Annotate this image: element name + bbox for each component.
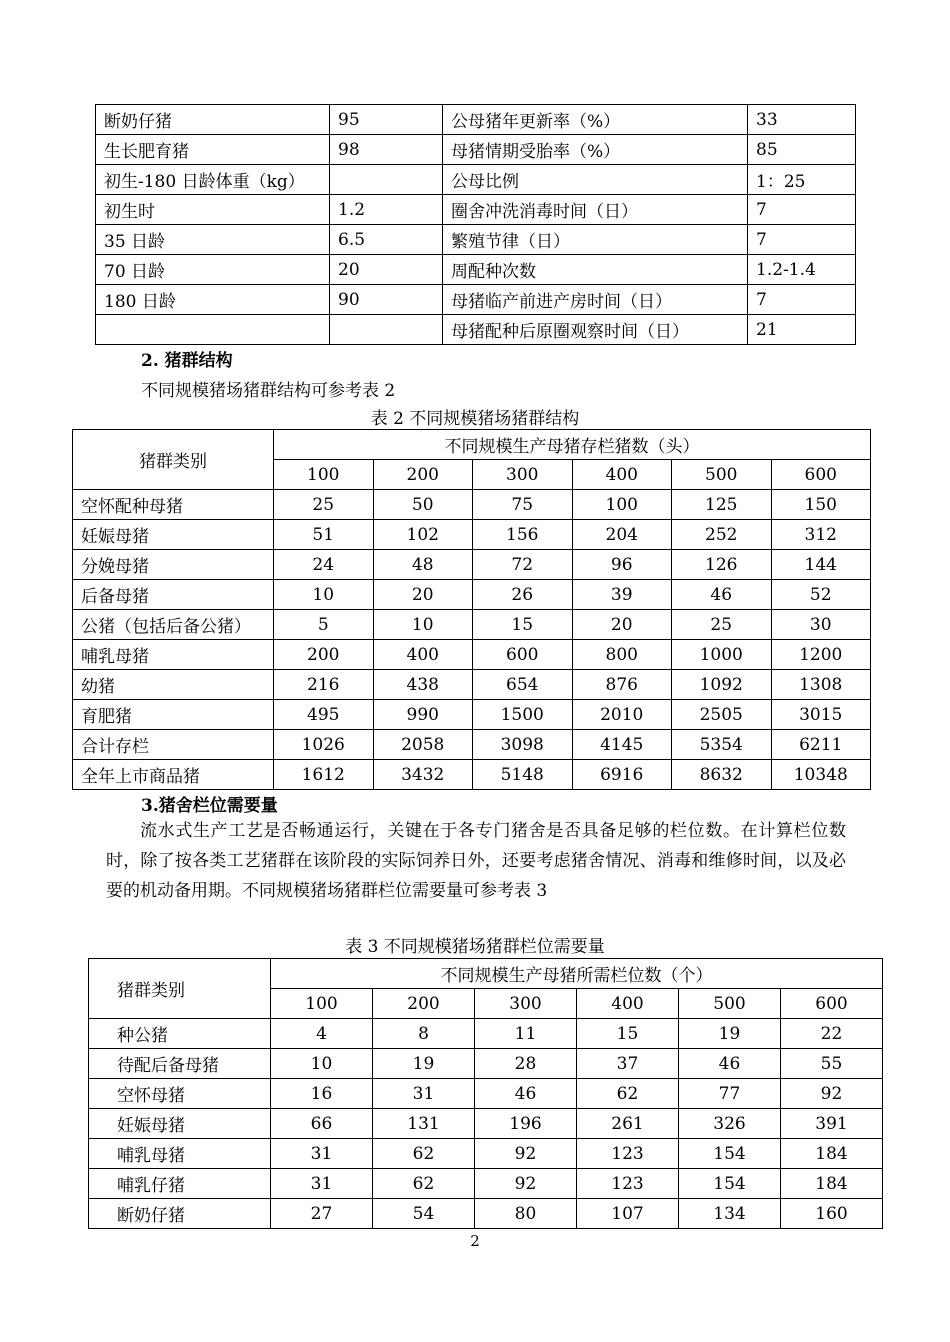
table-cell: 1：25 [748, 165, 856, 195]
column-header: 100 [274, 460, 374, 490]
table-cell: 19 [679, 1019, 781, 1049]
row-label: 公猪（包括后备公猪） [73, 610, 274, 640]
table-cell: 1308 [771, 670, 871, 700]
table-cell: 24 [274, 550, 374, 580]
row-label: 哺乳母猪 [89, 1139, 271, 1169]
table-cell: 20 [330, 255, 443, 285]
table-cell: 46 [679, 1049, 781, 1079]
column-header: 300 [475, 989, 577, 1019]
table-cell: 46 [672, 580, 772, 610]
table-cell: 77 [679, 1079, 781, 1109]
row-label: 哺乳母猪 [73, 640, 274, 670]
table-cell: 公母猪年更新率（%） [443, 105, 748, 135]
table-cell: 90 [330, 285, 443, 315]
table-cell: 10 [274, 580, 374, 610]
table-cell: 37 [577, 1049, 679, 1079]
table-cell: 3015 [771, 700, 871, 730]
row-label: 空怀母猪 [89, 1079, 271, 1109]
herd-structure-table [72, 429, 871, 790]
row-label: 种公猪 [89, 1019, 271, 1049]
pen-requirement-table [88, 958, 883, 1229]
table-cell: 252 [672, 520, 772, 550]
table-caption: 表 3 不同规模猪场猪群栏位需要量 [345, 937, 605, 957]
column-header: 400 [572, 460, 672, 490]
table-cell: 96 [572, 550, 672, 580]
table-cell: 初生时 [96, 195, 330, 225]
table-cell [330, 165, 443, 195]
table-cell: 8 [373, 1019, 475, 1049]
table-cell: 16 [271, 1079, 373, 1109]
table-cell: 54 [373, 1199, 475, 1229]
row-label: 哺乳仔猪 [89, 1169, 271, 1199]
table-cell: 150 [771, 490, 871, 520]
column-header: 100 [271, 989, 373, 1019]
row-label: 待配后备母猪 [89, 1049, 271, 1079]
table-cell: 62 [373, 1169, 475, 1199]
table-row [73, 610, 871, 640]
table-cell: 35 日龄 [96, 225, 330, 255]
table-cell: 4 [271, 1019, 373, 1049]
row-label: 合计存栏 [73, 730, 274, 760]
table-row [96, 315, 856, 345]
table-row [96, 165, 856, 195]
table-cell: 51 [274, 520, 374, 550]
section-heading: 2. 猪群结构 [141, 351, 233, 371]
table-cell: 495 [274, 700, 374, 730]
page-number: 2 [470, 1232, 480, 1250]
table-header-row [89, 959, 883, 989]
table-cell: 180 日龄 [96, 285, 330, 315]
table-cell: 1500 [473, 700, 573, 730]
table-cell: 400 [373, 640, 473, 670]
table-cell: 326 [679, 1109, 781, 1139]
row-label: 幼猪 [73, 670, 274, 700]
table-cell: 15 [473, 610, 573, 640]
table-cell: 7 [748, 285, 856, 315]
table-cell: 7 [748, 225, 856, 255]
table-cell: 7 [748, 195, 856, 225]
column-header: 500 [672, 460, 772, 490]
table-cell: 6916 [572, 760, 672, 790]
table-cell: 154 [679, 1139, 781, 1169]
table-cell: 母猪情期受胎率（%） [443, 135, 748, 165]
table-cell: 生长肥育猪 [96, 135, 330, 165]
table-cell: 3432 [373, 760, 473, 790]
table-row [96, 195, 856, 225]
table-row [89, 1169, 883, 1199]
table-cell: 216 [274, 670, 374, 700]
table-cell: 27 [271, 1199, 373, 1229]
table-cell: 95 [330, 105, 443, 135]
column-header: 300 [473, 460, 573, 490]
table-cell: 周配种次数 [443, 255, 748, 285]
table-cell: 20 [572, 610, 672, 640]
table-cell: 98 [330, 135, 443, 165]
column-header: 600 [771, 460, 871, 490]
table-cell: 31 [271, 1169, 373, 1199]
table-cell: 50 [373, 490, 473, 520]
table-cell: 10 [373, 610, 473, 640]
table-cell: 22 [781, 1019, 883, 1049]
table-cell: 1.2-1.4 [748, 255, 856, 285]
table-cell: 654 [473, 670, 573, 700]
table-cell: 5148 [473, 760, 573, 790]
row-header: 猪群类别 [89, 959, 271, 1019]
section-text: 不同规模猪场猪群结构可参考表 2 [141, 381, 396, 401]
table-cell: 85 [748, 135, 856, 165]
table-cell: 92 [475, 1139, 577, 1169]
row-header: 猪群类别 [73, 430, 274, 490]
table-cell: 102 [373, 520, 473, 550]
table-cell: 圈舍冲洗消毒时间（日） [443, 195, 748, 225]
table-cell: 繁殖节律（日） [443, 225, 748, 255]
table-cell: 1200 [771, 640, 871, 670]
column-header: 400 [577, 989, 679, 1019]
table-cell: 107 [577, 1199, 679, 1229]
table-row [96, 135, 856, 165]
table-cell: 123 [577, 1139, 679, 1169]
table-row [96, 225, 856, 255]
table-cell: 72 [473, 550, 573, 580]
row-label: 后备母猪 [73, 580, 274, 610]
table-row [89, 1049, 883, 1079]
column-header: 600 [781, 989, 883, 1019]
table-cell: 10 [271, 1049, 373, 1079]
table-cell: 196 [475, 1109, 577, 1139]
table-row [73, 490, 871, 520]
row-label: 育肥猪 [73, 700, 274, 730]
row-label: 全年上市商品猪 [73, 760, 274, 790]
table-cell: 25 [672, 610, 772, 640]
row-label: 空怀配种母猪 [73, 490, 274, 520]
table-row [89, 1109, 883, 1139]
table-cell: 初生-180 日龄体重（kg） [96, 165, 330, 195]
table-cell: 126 [672, 550, 772, 580]
table-cell: 2058 [373, 730, 473, 760]
table-cell: 131 [373, 1109, 475, 1139]
table-row [73, 640, 871, 670]
table-row [73, 730, 871, 760]
table-cell: 100 [572, 490, 672, 520]
table-cell: 4145 [572, 730, 672, 760]
group-header: 不同规模生产母猪存栏猪数（头） [274, 430, 871, 460]
table-cell: 1026 [274, 730, 374, 760]
table-cell [330, 315, 443, 345]
table-cell: 1.2 [330, 195, 443, 225]
table-cell: 11 [475, 1019, 577, 1049]
table-cell: 3098 [473, 730, 573, 760]
table-cell: 6211 [771, 730, 871, 760]
table-cell: 66 [271, 1109, 373, 1139]
table-row [96, 255, 856, 285]
table-cell: 62 [373, 1139, 475, 1169]
table-cell: 15 [577, 1019, 679, 1049]
table-cell: 5 [274, 610, 374, 640]
table-cell: 48 [373, 550, 473, 580]
table-cell: 2505 [672, 700, 772, 730]
table-cell: 62 [577, 1079, 679, 1109]
table-cell: 21 [748, 315, 856, 345]
table-cell: 1000 [672, 640, 772, 670]
table-cell [96, 315, 330, 345]
table-cell: 46 [475, 1079, 577, 1109]
table-row [73, 670, 871, 700]
table-cell: 92 [475, 1169, 577, 1199]
table-cell: 92 [781, 1079, 883, 1109]
table-cell: 261 [577, 1109, 679, 1139]
table-cell: 26 [473, 580, 573, 610]
table-cell: 80 [475, 1199, 577, 1229]
table-row [96, 105, 856, 135]
table-cell: 断奶仔猪 [96, 105, 330, 135]
table-cell: 31 [373, 1079, 475, 1109]
group-header: 不同规模生产母猪所需栏位数（个） [271, 959, 883, 989]
table-row [89, 1019, 883, 1049]
row-label: 妊娠母猪 [89, 1109, 271, 1139]
column-header: 200 [373, 460, 473, 490]
table-cell: 39 [572, 580, 672, 610]
table-cell: 876 [572, 670, 672, 700]
table-cell: 公母比例 [443, 165, 748, 195]
table-cell: 312 [771, 520, 871, 550]
table-cell: 125 [672, 490, 772, 520]
table-cell: 30 [771, 610, 871, 640]
table-cell: 154 [679, 1169, 781, 1199]
table-cell: 184 [781, 1139, 883, 1169]
table-cell: 2010 [572, 700, 672, 730]
table-cell: 800 [572, 640, 672, 670]
table-row [89, 1079, 883, 1109]
table-cell: 25 [274, 490, 374, 520]
table-cell: 10348 [771, 760, 871, 790]
table-cell: 1612 [274, 760, 374, 790]
table-cell: 184 [781, 1169, 883, 1199]
section-paragraph: 流水式生产工艺是否畅通运行，关键在于各专门猪舍是否具备足够的栏位数。在计算栏位数时，除了按各类工艺猪群在该阶段的实际饲养日外，还要考虑猪舍情况、消毒和维修时间，以及必要的机动备用期。不同规模猪场猪群栏位需要量可参考表 3 [106, 821, 846, 901]
table-row [89, 1139, 883, 1169]
table-cell: 31 [271, 1139, 373, 1169]
parameters-table [95, 104, 856, 345]
table-cell: 200 [274, 640, 374, 670]
table-cell: 8632 [672, 760, 772, 790]
table-cell: 6.5 [330, 225, 443, 255]
row-label: 断奶仔猪 [89, 1199, 271, 1229]
table-cell: 55 [781, 1049, 883, 1079]
row-label: 分娩母猪 [73, 550, 274, 580]
table-cell: 母猪配种后原圈观察时间（日） [443, 315, 748, 345]
table-cell: 70 日龄 [96, 255, 330, 285]
table-cell: 144 [771, 550, 871, 580]
table-row [73, 580, 871, 610]
table-cell: 123 [577, 1169, 679, 1199]
table-cell: 52 [771, 580, 871, 610]
table-row [73, 520, 871, 550]
table-cell: 母猪临产前进产房时间（日） [443, 285, 748, 315]
table-cell: 33 [748, 105, 856, 135]
table-row [73, 700, 871, 730]
table-header-row [73, 430, 871, 460]
table-caption: 表 2 不同规模猪场猪群结构 [370, 409, 580, 429]
table-cell: 5354 [672, 730, 772, 760]
section-heading: 3.猪舍栏位需要量 [141, 796, 278, 816]
row-label: 妊娠母猪 [73, 520, 274, 550]
table-row [73, 550, 871, 580]
table-cell: 75 [473, 490, 573, 520]
table-row [96, 285, 856, 315]
table-row [73, 760, 871, 790]
table-cell: 990 [373, 700, 473, 730]
column-header: 500 [679, 989, 781, 1019]
table-cell: 1092 [672, 670, 772, 700]
table-cell: 156 [473, 520, 573, 550]
table-cell: 160 [781, 1199, 883, 1229]
table-cell: 204 [572, 520, 672, 550]
table-cell: 600 [473, 640, 573, 670]
table-cell: 134 [679, 1199, 781, 1229]
table-cell: 438 [373, 670, 473, 700]
table-cell: 391 [781, 1109, 883, 1139]
table-row [89, 1199, 883, 1229]
column-header: 200 [373, 989, 475, 1019]
table-cell: 28 [475, 1049, 577, 1079]
table-cell: 20 [373, 580, 473, 610]
table-cell: 19 [373, 1049, 475, 1079]
